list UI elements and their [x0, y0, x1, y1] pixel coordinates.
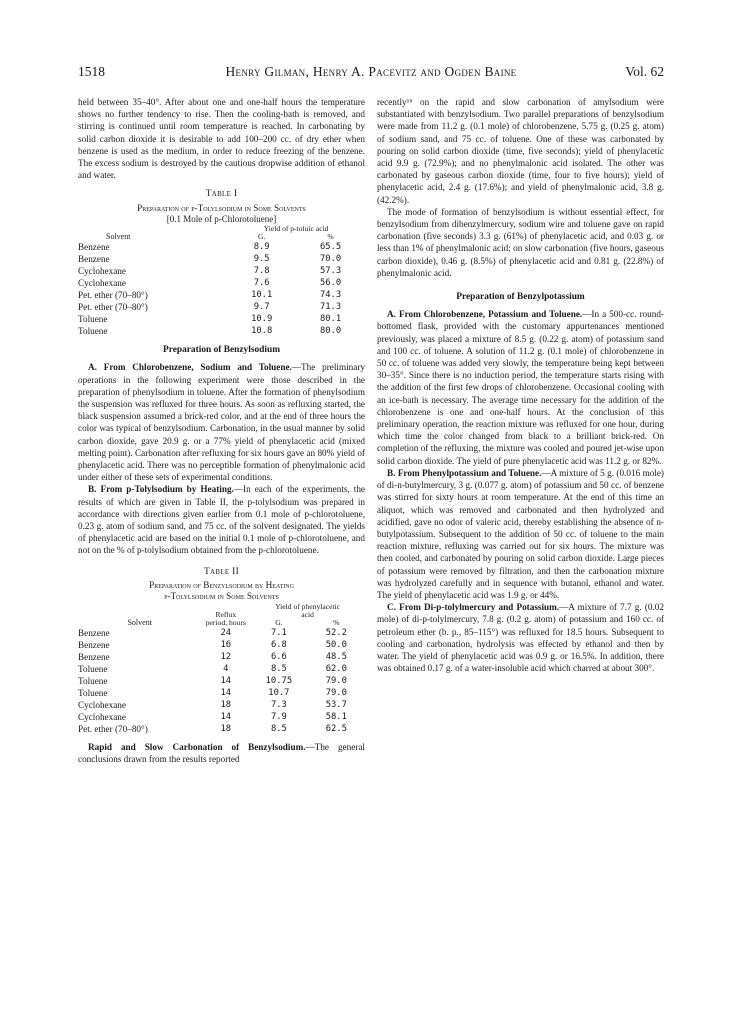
- table-row: [78, 313, 365, 325]
- section-heading: Preparation of Benzylpotassium: [456, 292, 585, 303]
- paragraph-lead: A. From Chlorobenzene, Sodium and Toluene.: [88, 362, 292, 373]
- col-header-solvent: Solvent: [106, 232, 131, 242]
- col-header-g: G.: [257, 232, 266, 242]
- paragraph-text: —The general conclusions drawn from the results reported: [78, 741, 365, 764]
- table-cell-pct: 80.1: [319, 314, 342, 325]
- paragraph-lead: B. From p-Tolylsodium by Heating.: [88, 484, 234, 495]
- paragraph: held between 35–40°. After about one and one-half hours the temperature shows no further tendency to rise. Then the cooling-bath is removed, and stirring is continued until room temperature is reached. In carbonating by solid carbon dioxide it is desirable to add 100–200 cc. of dry ether when benzene is used as the medium, in order to reduce freezing of the benzene. The excess sodium is destroyed by the cautious dropwise addition of ethanol and water.: [78, 97, 365, 181]
- col-header-yield: Yield of p-toluic acid: [263, 224, 329, 234]
- table-caption: Table I: [205, 189, 238, 200]
- table-header-row: [78, 603, 365, 619]
- table-cell-g: 10.1: [251, 290, 273, 301]
- table-row: [78, 265, 365, 277]
- table-cell-pct: 48.5: [325, 651, 347, 662]
- table-cell-g: 7.1: [270, 627, 287, 638]
- table-subtitle: [0.1 Mole of p-Chlorotoluene]: [166, 214, 277, 225]
- table-cell-hours: 14: [220, 675, 232, 686]
- table-cell-solvent: Benzene: [78, 651, 110, 662]
- table-row: [78, 711, 365, 723]
- table-cell-hours: 24: [220, 627, 232, 638]
- table-cell-solvent: Benzene: [78, 254, 110, 265]
- table-cell-g: 7.9: [270, 711, 287, 722]
- table-cell-pct: 74.3: [319, 290, 342, 301]
- table-cell-solvent: Toluene: [78, 314, 108, 325]
- table-row: [78, 325, 365, 337]
- table-cell-pct: 80.0: [319, 326, 342, 337]
- col-header-solvent: Solvent: [127, 617, 152, 627]
- table-cell-solvent: Toluene: [78, 687, 108, 698]
- table-cell-g: 8.5: [270, 723, 287, 734]
- table-header-row: [78, 225, 365, 233]
- table-title-line1: Preparation of Benzylsodium by Heating: [149, 579, 294, 590]
- table-cell-pct: 58.1: [325, 711, 347, 722]
- table-cell-solvent: Toluene: [78, 675, 108, 686]
- paragraph-lead: B. From Phenylpotassium and Toluene.: [387, 467, 542, 478]
- paragraph: The mode of formation of benzylsodium is without essential effect, for benzylsodium from dibenzylmercury, sodium wire and toluene gave on rapid carbonation (five seconds) 3.3 g. (61%) of phenylacetic acid, and 0.03 g. or less than 1% of phenylmalonic acid; on slow carbonation (five hours, gaseous carbon dioxide), 0.46 g. (8.5%) of phenylacetic acid and 0.81 g. (22.8%) of phenylmalonic acid.: [377, 206, 664, 278]
- table-cell-g: 7.3: [270, 699, 287, 710]
- table-cell-pct: 53.7: [325, 699, 347, 710]
- table-cell-hours: 14: [220, 687, 232, 698]
- table-cell-pct: 52.2: [325, 627, 347, 638]
- paragraph: [78, 361, 365, 483]
- table-cell-solvent: Pet. ether (70–80°): [78, 290, 148, 301]
- paragraph-text: —The preliminary operations in the following experiment were those described in the preparation of phenylsodium in toluene. After the formation of phenylsodium the suspension was refluxed for three hours. As soon as refluxing started, the black suspension assumed a brick-red color, and at the end of three hours the color was typical of benzylsodium. Carbonation, in the usual manner by solid carbon dioxide, gave 20.9 g. or a 77% yield of phenylacetic acid (mixed melting point). Carbonation after refluxing for six hours gave an 80% yield of phenylacetic acid. There was no perceptible formation of phenylmalonic acid under either of these sets of experimental conditions.: [78, 362, 365, 483]
- table-title-line2: p-Tolylsodium in Some Solvents: [164, 591, 279, 602]
- table-cell-pct: 79.0: [325, 687, 347, 698]
- table-cell-solvent: Benzene: [78, 639, 110, 650]
- table-cell-g: 10.75: [265, 675, 293, 686]
- table-row: [78, 289, 365, 301]
- paragraph-lead: Rapid and Slow Carbonation of Benzylsodium.: [88, 741, 306, 752]
- table-2: [78, 603, 365, 735]
- table-cell-g: 10.9: [251, 314, 273, 325]
- table-body: [78, 241, 365, 337]
- paragraph-lead: C. From Di-p-tolylmercury and Potassium.: [387, 602, 560, 613]
- table-row: [78, 723, 365, 735]
- table-row: [78, 687, 365, 699]
- table-row: [78, 639, 365, 651]
- running-header: [78, 64, 664, 82]
- running-title: Henry Gilman, Henry A. Pacevitz and Ogden Baine: [225, 64, 517, 79]
- col-header-pct: %: [327, 232, 334, 242]
- table-cell-solvent: Pet. ether (70–80°): [78, 723, 148, 734]
- volume-label: Vol. 62: [625, 64, 664, 79]
- table-cell-solvent: Toluene: [78, 326, 108, 337]
- table-cell-pct: 70.0: [319, 254, 342, 265]
- table-cell-pct: 50.0: [325, 639, 347, 650]
- right-column: [377, 96, 664, 674]
- table-row: [78, 675, 365, 687]
- table-row: [78, 663, 365, 675]
- col-header-g: G.: [275, 617, 283, 627]
- table-row: [78, 699, 365, 711]
- table-cell-solvent: Toluene: [78, 663, 108, 674]
- table-cell-pct: 56.0: [319, 278, 342, 289]
- table-row: [78, 253, 365, 265]
- paragraph: [377, 308, 664, 467]
- paragraph: [377, 467, 664, 601]
- paragraph-text: —A mixture of 5 g. (0.016 mole) of di-n-butylmercury, 3 g. (0.077 g. atom) of potassium and 50 cc. of benzene was stirred for sixty hours at room temperature. At the end of this time an aliquot, which was removed and carbonated and then hydrolyzed and acidified, gave no odor of valeric acid, thereby establishing the absence of n-butylpotassium. Subsequent to the addition of 50 cc. of toluene to the main reaction mixture, refluxing was carried out for six hours. The mixture was then cooled, and carbonated by pouring on solid carbon dioxide. Large pieces of potassium were removed by filtration, and then the carbonation mixture was hydrolyzed carefully and in sequence with butanol, ethanol and water. The yield of phenylacetic acid was 1.9 g. or 44%.: [377, 467, 664, 600]
- table-cell-g: 8.5: [270, 663, 287, 674]
- col-header-pct: %: [333, 617, 340, 627]
- table-cell-pct: 79.0: [325, 675, 347, 686]
- table-cell-solvent: Cyclohexane: [78, 278, 126, 289]
- table-cell-g: 9.7: [253, 302, 270, 313]
- table-cell-solvent: Cyclohexane: [78, 711, 126, 722]
- table-cell-g: 6.6: [270, 651, 287, 662]
- table-row: [78, 627, 365, 639]
- table-cell-g: 10.8: [251, 326, 273, 337]
- table-cell-solvent: Cyclohexane: [78, 699, 126, 710]
- page-number: 1518: [78, 64, 105, 79]
- col-header-reflux: Reflux period, hours: [205, 609, 246, 627]
- table-cell-solvent: Benzene: [78, 242, 110, 253]
- table-cell-pct: 65.5: [319, 242, 342, 253]
- table-cell-g: 7.6: [253, 278, 270, 289]
- paragraph-text: —A mixture of 7.7 g. (0.02 mole) of di-p-tolylmercury, 7.8 g. (0.2 g. atom) of potassium and 160 cc. of petroleum ether (b. p., 85–115°) was refluxed for 18.5 hours. Subsequent to cooling and carbonation, hydrolysis was effected by ethanol and then by water. The yield of phenylacetic acid was 0.9 g. or 16.5%. In addition, there was obtained 0.17 g. of a water-insoluble acid which charred at about 300°.: [377, 602, 664, 674]
- table-cell-pct: 71.3: [319, 302, 342, 313]
- paragraph-text: —In each of the experiments, the results of which are given in Table II, the p-tolylsodium was prepared in accordance with directions given earlier from 0.1 mole of p-chlorotoluene, 0.23 g. atom of sodium sand, and 75 cc. of the solvent designated. The yields of phenylacetic acid are based on the initial 0.1 mole of p-chlorotoluene, and not on the % of p-tolylsodium obtained from the p-chlorotoluene.: [78, 484, 366, 556]
- table-cell-pct: 62.0: [325, 663, 347, 674]
- table-cell-g: 8.9: [253, 242, 270, 253]
- table-cell-hours: 12: [220, 651, 232, 662]
- section-heading: Preparation of Benzylsodium: [162, 345, 280, 356]
- col-header-yield: Yield of phenylacetic acid: [275, 601, 341, 619]
- table-row: [78, 301, 365, 313]
- table-1: [78, 225, 365, 337]
- table-cell-g: 6.8: [270, 639, 287, 650]
- table-body: [78, 627, 365, 735]
- paragraph-text: —In a 500-cc. round-bottomed flask, provided with the customary appurtenances mentioned previously, was placed a mixture of 8.5 g. (0.22 g. atom) of potassium sand and 100 cc. of toluene. A solution of 11.2 g. (0.1 mole) of chlorobenzene in 50 cc. of toluene was added very slowly, the temperature being kept between 30–35°. Since there is no induction period, the temperature starts rising with the addition of the first few drops of chlorobenzene. Occasional cooling with an ice-bath is necessary. The average time necessary for the addition of the chlorobenzene is one and one-half hours. At the conclusion of this preliminary operation, the reaction mixture was refluxed for one hour, during which time the color changed from black to a brilliant brick-red. On completion of the refluxing, the mixture was cooled and poured jet-wise upon solid carbon dioxide. The yield of pure phenylacetic acid was 11.2 g. or 82%.: [377, 309, 664, 466]
- paragraph: [78, 741, 365, 765]
- table-cell-hours: 16: [220, 639, 232, 650]
- table-cell-g: 9.5: [253, 254, 270, 265]
- table-cell-solvent: Pet. ether (70–80°): [78, 302, 148, 313]
- table-row: [78, 241, 365, 253]
- table-caption: Table II: [204, 566, 239, 577]
- paragraph: [78, 483, 365, 556]
- left-column: [78, 96, 365, 765]
- table-row: [78, 277, 365, 289]
- table-cell-hours: 14: [220, 711, 232, 722]
- table-cell-hours: 18: [220, 723, 232, 734]
- table-cell-solvent: Benzene: [78, 627, 110, 638]
- table-cell-g: 7.8: [253, 266, 270, 277]
- table-title: Preparation of p-Tolylsodium in Some Solvents: [137, 202, 306, 213]
- table-cell-pct: 62.5: [325, 723, 347, 734]
- table-cell-hours: 18: [220, 699, 232, 710]
- table-row: [78, 651, 365, 663]
- table-cell-hours: 4: [223, 663, 229, 674]
- table-cell-pct: 57.3: [319, 266, 342, 277]
- table-cell-g: 10.7: [268, 687, 290, 698]
- paragraph: [377, 601, 664, 674]
- table-cell-solvent: Cyclohexane: [78, 266, 126, 277]
- paragraph: recently¹⁶ on the rapid and slow carbonation of amylsodium were substantiated with benzylsodium. Two parallel preparations of benzylsodium were made from 11.2 g. (0.1 mole) of chlorobenzene, 5.75 g. (0.25 g. atom) of sodium sand, and 75 cc. of toluene. One of these was carbonated by pouring on solid carbon dioxide (time, five seconds); yield of phenylacetic acid 9.9 g. (72.9%); and no phenylmalonic acid isolated. The other was carbonated by gaseous carbon dioxide (time, four to five hours); yield of phenylacetic acid, 2.4 g. (17.6%); and yield of phenylmalonic acid, 3.8 g. (42.2%).: [377, 97, 664, 205]
- paragraph-lead: A. From Chlorobenzene, Potassium and Toluene.: [387, 309, 583, 320]
